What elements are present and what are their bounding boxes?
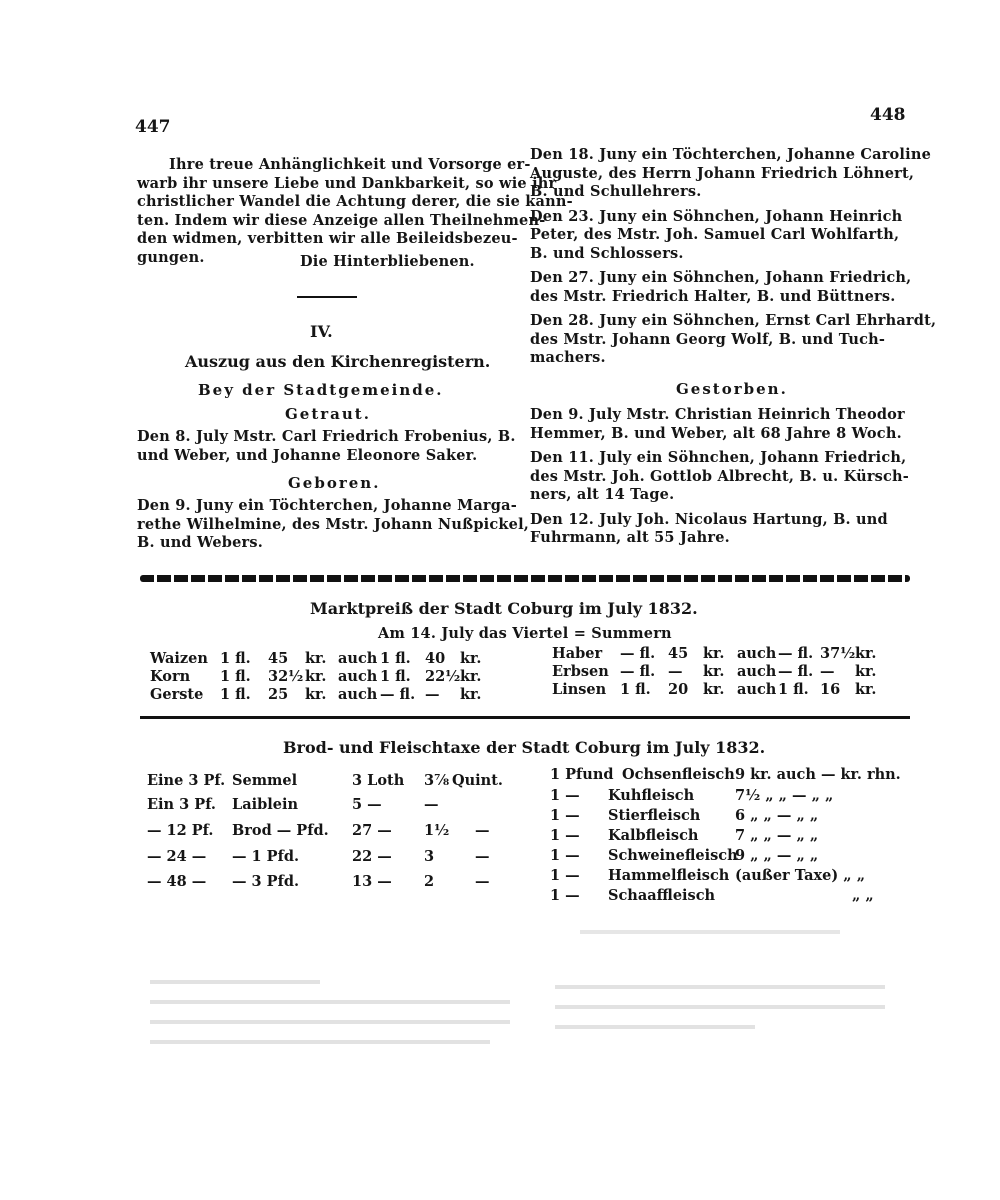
text-line: den widmen, verbitten wir alle Beileidsbezeu-: [137, 230, 518, 247]
meat-price: „ „: [852, 887, 874, 904]
meat-price: 7 „ „ — „ „: [735, 827, 819, 844]
price-cell: kr.: [855, 645, 877, 662]
section-title: Auszug aus den Kirchenregistern.: [185, 352, 491, 371]
price-cell: kr.: [305, 668, 327, 685]
bleed-line: [150, 1020, 510, 1024]
text-line: warb ihr unsere Liebe und Dankbarkeit, so wie ihr: [137, 174, 557, 192]
weight-cell: —: [475, 848, 490, 865]
price-cell: 1 fl.: [380, 668, 411, 685]
wavy-divider: [140, 575, 910, 582]
text-line: Den 9. July Mstr. Christian Heinrich Theodor: [530, 406, 905, 423]
text-line: Den 11. July ein Söhnchen, Johann Friedrich,: [530, 449, 907, 466]
weight-cell: 3⅞: [424, 772, 450, 789]
price-cell: kr.: [460, 686, 482, 703]
meat-price: 7½ „ „ — „ „: [735, 787, 834, 804]
meat-quantity: 1 —: [550, 887, 580, 904]
weight-cell: 22 —: [352, 848, 392, 865]
text-line: B. und Schlossers.: [530, 244, 684, 262]
text-line: B. und Webers.: [137, 534, 263, 551]
price-cell: 40: [425, 650, 446, 667]
bread-name: — 1 Pfd.: [232, 848, 300, 865]
married-heading: Getraut.: [285, 405, 371, 423]
bleed-line: [150, 980, 320, 984]
meat-name: Stierfleisch: [608, 807, 701, 824]
text-line: christlicher Wandel die Achtung derer, die sie kann-: [137, 193, 573, 210]
text-line: rethe Wilhelmine, des Mstr. Johann Nußpickel,: [137, 515, 530, 533]
section-divider: [140, 716, 910, 719]
grain-name: Linsen: [552, 681, 607, 698]
text-line: B. und Schullehrers.: [530, 183, 702, 200]
price-cell: 37½: [820, 645, 856, 662]
bread-name: Brod — Pfd.: [232, 822, 329, 839]
meat-name: Ochsenfleisch: [622, 766, 735, 783]
price-cell: 45: [668, 645, 689, 662]
price-cell: kr.: [855, 663, 877, 680]
bread-size: — 24 —: [147, 848, 207, 865]
text-line: Fuhrmann, alt 55 Jahre.: [530, 529, 730, 546]
market-title: Marktpreiß der Stadt Coburg im July 1832.: [310, 599, 698, 618]
weight-cell: 27 —: [352, 822, 392, 839]
meat-name: Schweinefleisch: [608, 847, 738, 864]
price-cell: 22½: [425, 668, 461, 685]
born-heading: Geboren.: [288, 474, 381, 492]
weight-cell: 3: [424, 848, 435, 865]
price-cell: 1 fl.: [380, 650, 411, 667]
bleed-line: [580, 930, 840, 934]
weight-cell: —: [424, 796, 439, 813]
bread-size: — 12 Pf.: [147, 822, 214, 839]
text-line: Ihre treue Anhänglichkeit und Vorsorge er-: [169, 156, 531, 173]
price-cell: — fl.: [778, 645, 814, 662]
page-number-left: 447: [135, 117, 171, 137]
price-cell: 1 fl.: [620, 681, 651, 698]
price-cell: auch: [338, 668, 378, 685]
meat-quantity: 1 Pfund: [550, 766, 614, 783]
text-line: machers.: [530, 349, 606, 366]
died-entries: [530, 406, 910, 548]
market-subtitle: Am 14. July das Viertel = Summern: [378, 625, 672, 642]
meat-quantity: 1 —: [550, 827, 580, 844]
meat-price: 6 „ „ — „ „: [735, 807, 819, 824]
signature: Die Hinterbliebenen.: [300, 253, 475, 270]
weight-cell: 3 Loth: [352, 772, 405, 789]
born-entries-right: [530, 146, 937, 368]
meat-name: Kuhfleisch: [608, 787, 695, 804]
bread-size: Ein 3 Pf.: [147, 796, 216, 813]
bleed-line: [555, 985, 885, 989]
price-cell: kr.: [703, 681, 725, 698]
price-cell: auch: [338, 650, 378, 667]
price-cell: — fl.: [620, 663, 656, 680]
price-cell: 32½: [268, 668, 304, 685]
announcement-paragraph: [137, 156, 573, 267]
meat-price: (außer Taxe) „ „: [735, 867, 866, 884]
text-line: Den 23. Juny ein Söhnchen, Johann Heinrich: [530, 207, 903, 225]
price-cell: kr.: [460, 668, 482, 685]
section-number: IV.: [310, 322, 333, 341]
price-cell: auch: [737, 681, 777, 698]
price-cell: —: [668, 663, 683, 680]
weight-cell: 5 —: [352, 796, 382, 813]
price-cell: kr.: [305, 686, 327, 703]
text-line: des Mstr. Joh. Gottlob Albrecht, B. u. Kürsch-: [530, 467, 910, 485]
grain-name: Waizen: [150, 650, 208, 667]
text-line: Peter, des Mstr. Joh. Samuel Carl Wohlfarth,: [530, 226, 900, 243]
text-line: Den 12. July Joh. Nicolaus Hartung, B. und: [530, 510, 888, 528]
price-cell: kr.: [703, 645, 725, 662]
price-cell: 1 fl.: [778, 681, 809, 698]
bread-name: Semmel: [232, 772, 298, 789]
meat-quantity: 1 —: [550, 807, 580, 824]
weight-cell: 2: [424, 873, 435, 890]
price-cell: 1 fl.: [220, 686, 251, 703]
bleed-line: [555, 1025, 755, 1029]
grain-name: Korn: [150, 668, 191, 685]
price-cell: —: [425, 686, 440, 703]
died-heading: Gestorben.: [676, 380, 788, 398]
weight-cell: Quint.: [452, 772, 503, 789]
bread-name: — 3 Pfd.: [232, 873, 300, 890]
text-line: ten. Indem wir diese Anzeige allen Theilnehmen-: [137, 211, 546, 229]
price-cell: 25: [268, 686, 289, 703]
text-line: Den 9. Juny ein Töchterchen, Johanne Marga-: [137, 497, 517, 514]
price-cell: auch: [737, 645, 777, 662]
price-cell: 1 fl.: [220, 650, 251, 667]
price-cell: kr.: [460, 650, 482, 667]
grain-name: Erbsen: [552, 663, 609, 680]
meat-quantity: 1 —: [550, 847, 580, 864]
bleed-line: [150, 1000, 510, 1004]
bread-name: Laiblein: [232, 796, 299, 813]
price-cell: 1 fl.: [220, 668, 251, 685]
born-entries-left: [137, 497, 530, 553]
price-cell: — fl.: [778, 663, 814, 680]
price-cell: 45: [268, 650, 289, 667]
page-number-right: 448: [870, 105, 906, 125]
subsection-title: Bey der Stadtgemeinde.: [198, 381, 444, 399]
text-line: Den 28. Juny ein Söhnchen, Ernst Carl Ehrhardt,: [530, 312, 937, 329]
meat-name: Kalbfleisch: [608, 827, 699, 844]
price-cell: 16: [820, 681, 841, 698]
text-line: Den 27. Juny ein Söhnchen, Johann Friedrich,: [530, 269, 912, 286]
price-cell: kr.: [305, 650, 327, 667]
weight-cell: 13 —: [352, 873, 392, 890]
price-cell: auch: [737, 663, 777, 680]
price-cell: — fl.: [380, 686, 416, 703]
price-cell: 20: [668, 681, 689, 698]
meat-quantity: 1 —: [550, 867, 580, 884]
bread-size: — 48 —: [147, 873, 207, 890]
meat-price: 9 „ „ — „ „: [735, 847, 819, 864]
short-divider: [297, 296, 357, 298]
meat-quantity: 1 —: [550, 787, 580, 804]
price-cell: — fl.: [620, 645, 656, 662]
meat-name: Schaaffleisch: [608, 887, 716, 904]
weight-cell: —: [475, 873, 490, 890]
bleed-line: [555, 1005, 885, 1009]
text-line: des Mstr. Friedrich Halter, B. und Büttners.: [530, 287, 896, 305]
text-line: Den 18. Juny ein Töchterchen, Johanne Caroline: [530, 146, 931, 163]
text-line: gungen.: [137, 248, 205, 266]
text-line: Hemmer, B. und Weber, alt 68 Jahre 8 Woch.: [530, 424, 902, 442]
meat-price: 9 kr. auch — kr. rhn.: [735, 766, 901, 783]
grain-name: Haber: [552, 645, 603, 662]
bleed-line: [150, 1040, 490, 1044]
weight-cell: 1½: [424, 822, 450, 839]
price-cell: kr.: [855, 681, 877, 698]
price-cell: auch: [338, 686, 378, 703]
left-column: [137, 156, 573, 267]
weight-cell: —: [475, 822, 490, 839]
price-cell: kr.: [703, 663, 725, 680]
married-entries: [137, 428, 516, 465]
text-line: und Weber, und Johanne Eleonore Saker.: [137, 446, 478, 464]
meat-name: Hammelfleisch: [608, 867, 730, 884]
text-line: des Mstr. Johann Georg Wolf, B. und Tuch-: [530, 330, 886, 348]
text-line: ners, alt 14 Tage.: [530, 486, 675, 503]
price-cell: —: [820, 663, 835, 680]
taxe-title: Brod- und Fleischtaxe der Stadt Coburg im July 1832.: [283, 738, 766, 757]
bread-size: Eine 3 Pf.: [147, 772, 226, 789]
text-line: Auguste, des Herrn Johann Friedrich Löhnert,: [530, 164, 915, 182]
grain-name: Gerste: [150, 686, 204, 703]
text-line: Den 8. July Mstr. Carl Friedrich Frobenius, B.: [137, 428, 516, 445]
